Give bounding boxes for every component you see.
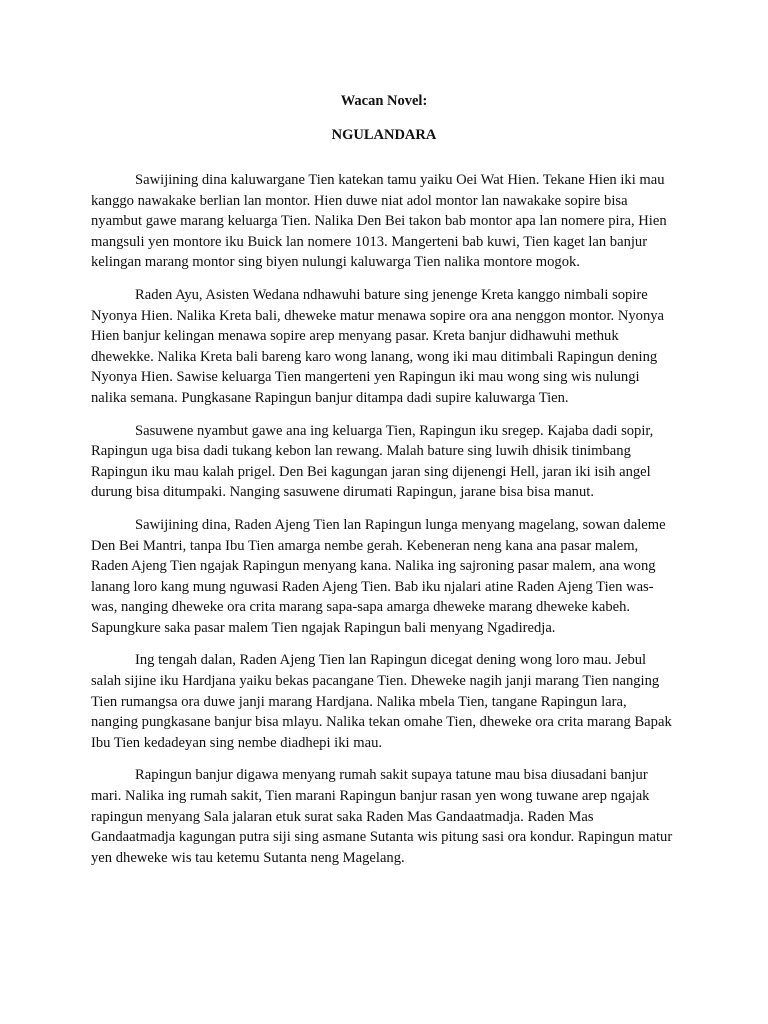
document-page: [91, 92, 677, 880]
paragraph-6: Rapingun banjur digawa menyang rumah sakit supaya tatune mau bisa diusadani banjur mari. Nalika ing rumah sakit, Tien marani Rapingun banjur rasan yen wong tuwane arep ngajak rapingun menyang Sala jalaran etuk surat saka Raden Mas Gandaatmadja. Raden Mas Gandaatmadja kagungan putra siji sing asmane Sutanta wis pitung sasi ora kondur. Rapingun matur yen dheweke wis tau ketemu Sutanta neng Magelang.: [91, 767, 673, 866]
paragraph-3: Sasuwene nyambut gawe ana ing keluarga Tien, Rapingun iku sregep. Kajaba dadi sopir, Rapingun uga bisa dadi tukang kebon lan rewang. Malah bature sing luwih dhisik tinimbang Rapingun iku mau kalah prigel. Den Bei kagungan jaran sing dijenengi Hell, jaran iki isih angel durung bisa ditumpaki. Nanging sasuwene dirumati Rapingun, jarane bisa bisa manut.: [91, 422, 654, 501]
document-label: Wacan Novel:: [340, 93, 428, 109]
document-title: NGULANDARA: [331, 127, 437, 143]
paragraph-2: Raden Ayu, Asisten Wedana ndhawuhi bature sing jenenge Kreta kanggo nimbali sopire Nyonya Hien. Nalika Kreta bali, dheweke matur menawa sopire ora ana nenggon montor. Nyonya Hien banjur kelingan menawa sopire arep menyang pasar. Kreta banjur didhawuhi methuk dhewekke. Nalika Kreta bali bareng karo wong lanang, wong iki mau ditimbali Rapingun dening Nyonya Hien. Sawise keluarga Tien mangerteni yen Rapingun iki mau wong sing wis nulungi nalika semana. Pungkasane Rapingun banjur ditampa dadi supire kaluwarga Tien.: [91, 286, 665, 406]
paragraph-5: Ing tengah dalan, Raden Ajeng Tien lan Rapingun dicegat dening wong loro mau. Jebul salah sijine iku Hardjana yaiku bekas pacangane Tien. Dheweke nagih janji marang Tien nanging Tien rumangsa ora duwe janji marang Hardjana. Nalika mbela Tien, tangane Rapingun lara, nanging pungkasane banjur bisa mlayu. Nalika tekan omahe Tien, dheweke ora crita marang Bapak Ibu Tien kedadeyan sing nembe diadhepi iki mau.: [91, 652, 672, 751]
paragraph-4: Sawijining dina, Raden Ajeng Tien lan Rapingun lunga menyang magelang, sowan daleme Den Bei Mantri, tanpa Ibu Tien amarga nembe gerah. Kebeneran neng kana ana pasar malem, Raden Ajeng Tien ngajak Rapingun menyang kana. Nalika ing sajroning pasar malem, ana wong lanang loro kang mung nguwasi Raden Ajeng Tien. Bab iku njalari atine Raden Ajeng Tien was-was, nanging dheweke ora crita marang sapa-sapa amarga dheweke marang dheweke kabeh. Sapungkure saka pasar malem Tien ngajak Rapingun bali menyang Ngadiredja.: [91, 516, 666, 636]
paragraph-1: Sawijining dina kaluwargane Tien katekan tamu yaiku Oei Wat Hien. Tekane Hien iki mau kanggo nawakake berlian lan montor. Hien duwe niat adol montor lan nawakake sopire bisa nyambut gawe marang keluarga Tien. Nalika Den Bei takon bab montor apa lan nomere pira, Hien mangsuli yen montore iku Buick lan nomere 1013. Mangerteni bab kuwi, Tien kaget lan banjur kelingan marang montor sing biyen nulungi kaluwarga Tien nalika montore mogok.: [91, 172, 667, 271]
